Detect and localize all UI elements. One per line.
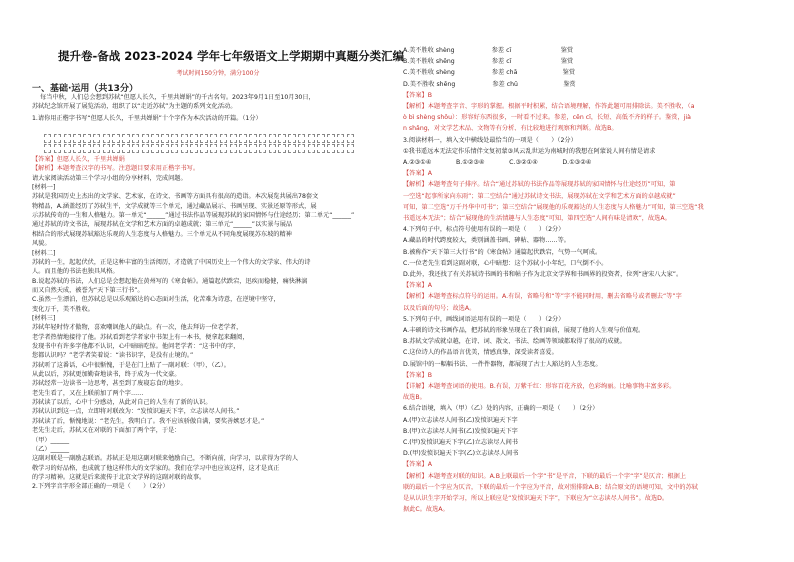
grid-cell <box>54 144 61 153</box>
left-line-20: [材料三] <box>32 314 56 322</box>
grid-cell <box>171 134 178 143</box>
grid-cell <box>239 134 246 143</box>
left-line-1: 苏轼纪念馆开展了展览活动，组织了以“走近苏轼”为主题的系列文化活动。 <box>32 103 237 110</box>
grid-cell <box>112 134 119 143</box>
right-line-38: 【解析】本题考查对联的知识。A.B上联最后一个字“书”是平音，下联的最后一个字“字”是仄音；根据上 <box>403 472 687 480</box>
grid-cell <box>259 134 266 143</box>
right-line-3: D.美不胜收 shēng 参差 chū 鉴赏 <box>403 80 576 88</box>
grid-cell <box>132 144 139 153</box>
grid-cell <box>317 134 324 143</box>
grid-cell <box>93 144 100 153</box>
left-line-2: 1.请你用正楷字书写“但愿人长久，千里共婵娟”十个字作为本次活动的开篇。（1分） <box>32 115 262 122</box>
grid-cell <box>337 134 344 143</box>
grid-cell <box>308 144 315 153</box>
right-line-24: 5.下列句子中，画线词语运用有误的一项是（ ）（2分） <box>403 315 565 323</box>
right-page <box>397 0 794 562</box>
left-line-29: 苏轼读了以后，心中十分感动，从此对自己的人生有了新的认识。 <box>32 399 212 407</box>
left-line-6: [材料一] <box>32 184 56 192</box>
grid-cell <box>210 144 217 153</box>
left-line-33: （甲）______ <box>32 436 70 444</box>
right-line-4: 【答案】B <box>403 91 432 99</box>
grid-cell <box>64 144 71 153</box>
right-line-17: A.藏品的时代跨度较大，类别涵盖书画、碑帖、器物……等。 <box>403 237 570 245</box>
grid-cell <box>142 134 149 143</box>
left-line-22: 老学者热情地接待了他。苏轼看到老学者家中书架上有一本书，便拿起来翻阅， <box>32 333 249 341</box>
right-line-19: C.一位老先生看到这副对联，心中暗想：这个苏轼小小年纪，口气倒不小。 <box>403 259 608 267</box>
grid-cell <box>122 134 129 143</box>
right-line-7: n shǎng，对文学艺术品、文物等有分析、有比较地进行观察和判断。故选B。 <box>403 125 618 133</box>
left-line-17: 而又自然天成，被誉为“天下第三行书”。 <box>32 286 144 294</box>
left-line-34: （乙）______ <box>32 445 70 453</box>
right-line-29: 【答案】B <box>403 371 432 379</box>
grid-cell <box>132 134 139 143</box>
left-line-10: 通过苏轼的诗文书法，展现苏轼在文学和艺术方面的卓越成就；第三单元“______”以实景与展品 <box>32 221 293 229</box>
right-line-27: C.这位诗人的作品语言优美，情感真挚，深受读者喜爱。 <box>403 349 558 357</box>
left-line-25: 苏轼听了这番话，心中很惭愧，于是在门上贴了一副对联：（甲），（乙）。 <box>32 361 230 369</box>
right-line-8: 3.阅读材料一，填入文中横线处最恰当的一项是（ ）（2分） <box>403 136 577 144</box>
left-line-0: 每当中秋，人们总会想到苏轼“但愿人长久，千里共婵娟”的千古名句。2023年9月1日至10月30日， <box>40 94 315 101</box>
grid-cell <box>220 144 227 153</box>
left-line-21: 苏轼年轻时恃才傲物，喜欢嘲讽他人的缺点。有一次，他去拜访一位老学者， <box>32 324 243 332</box>
grid-cell <box>288 134 295 143</box>
grid-cell <box>73 144 80 153</box>
right-line-2: C.美不胜收 shèng 参差 chā 鉴赏 <box>403 69 576 77</box>
right-line-21: 【答案】A <box>403 282 432 290</box>
grid-cell <box>259 144 266 153</box>
left-line-8: 物精品，A.涵盖经历了苏轼生平，文学成就等三个单元，通过藏品展示、书画呈现、实景还原等形式，展 <box>32 202 317 210</box>
grid-cell <box>151 134 158 143</box>
grid-cell <box>44 144 51 153</box>
grid-cell <box>239 144 246 153</box>
right-line-41: 据此C。故选A。 <box>403 506 449 514</box>
right-line-22: 【解析】本题考查标点符号的运用。A.有误，省略号和“等”字不能同时用，删去省略号或者删去“等”字 <box>403 293 682 301</box>
grid-cell <box>93 134 100 143</box>
right-line-0: A.美不胜收 shèng 参差 cī 鉴赏 <box>403 47 574 54</box>
right-line-28: D.展馆中的一幅幅书法、一件件器物，都展现了古士人豁达的人生态度。 <box>403 360 602 368</box>
left-line-3: 【答案】但愿人长久，千里共婵娟 <box>32 156 125 163</box>
grid-cell <box>298 144 305 153</box>
right-line-14: 可知，第二空选“万千丹华中可书”；第三空结合“展现他的乐观豁达的人生态度与人格魅力”可知，第三空选“我 <box>403 203 704 211</box>
right-line-39: 联的最后一个字应为仄音，下联的最后一个字应为平音，故对照排除A.B；结合原文的语境可知，文中的苏轼 <box>403 483 698 491</box>
left-line-9: 示苏轼传奇的一生和人格魅力。第一单元“______”通过书法作品等展现苏轼的家国情怀与仕途经历；第二单元“______” <box>32 212 355 220</box>
right-line-13: 一空选“起事所家向东雨”；第二空结合“通过苏轼诗文书法，展现苏轼在文学和艺术方面的卓越成就” <box>403 192 676 200</box>
right-line-30: 【详解】本题考查词语的使用。B.有误，万紫千红：形容百花齐放，色彩绚丽。比喻事物丰富多彩。 <box>403 383 676 390</box>
grid-cell <box>112 144 119 153</box>
grid-cell <box>103 134 110 143</box>
grid-cell <box>269 134 276 143</box>
left-line-4: 【解析】本题考查汉字的书写。注意题目要求用正楷字书写。 <box>32 165 200 173</box>
right-line-26: B.苏轼文学成就卓越，在诗、词、散文、书法、绘画等领域都取得了很高的成就。 <box>403 338 626 346</box>
grid-cell <box>200 134 207 143</box>
grid-cell <box>64 134 71 143</box>
left-line-14: 苏轼的一生，起起伏伏，正是这种丰富的生活阅历，才造就了中国历史上一个伟大的文学家、伟大的诗 <box>32 258 311 266</box>
left-line-15: 人。而且他的书法也独具风格。 <box>32 268 119 276</box>
section-heading: 一、基础·运用（共13分） <box>32 84 138 94</box>
left-line-37: 的学习精神。这就是后来流传于北京文学界的这副对联的故事。 <box>32 473 206 481</box>
left-line-23: 发现书中有许多字他都不认识，心中暗暗吃惊。他问老学者：“这书中的字， <box>32 343 240 350</box>
right-line-1: B.美不胜收 shēng 参差 cī 鉴赏 <box>403 58 574 66</box>
right-line-11: 【答案】A <box>403 170 432 178</box>
right-line-6: ò bì shèng shōu）：形容好东西很多，一时看不过来。参差，cēn cī，长短、高低不齐的样子。鉴赏，jià <box>403 114 691 122</box>
grid-cell <box>249 134 256 143</box>
left-line-31: 苏轼读了后，惭愧地说：“老先生，我明白了。我不应该骄傲自满，要奖善嫉恶才是。” <box>32 417 265 425</box>
left-line-18: C.虽然一生漂泊，但苏轼总是以乐观豁达的心态面对生活，化苦难为诗意，在逆境中坚守， <box>32 296 280 304</box>
grid-cell <box>161 144 168 153</box>
grid-cell <box>347 144 354 153</box>
grid-cell <box>181 144 188 153</box>
right-line-15: 书遥远本无法”；结合“展现他的生活情趣与人生态度”可知，第四空选“人间有味是清欢”，故选A。 <box>403 215 671 222</box>
grid-cell <box>151 144 158 153</box>
grid-cell <box>327 134 334 143</box>
right-line-23: 以及后面的句号；故选A。 <box>403 304 476 312</box>
left-line-30: 苏轼认识到这一点，立即将对联改为：“发愤识遍天下字，立志读尽人间书。” <box>32 408 240 416</box>
grid-cell <box>230 134 237 143</box>
left-line-16: B.说起苏轼的书法，人们总是会想起他在黄州写的《寒食帖》。通篇起伏跌宕，迅疾而稳健，痛快淋漓 <box>32 277 308 285</box>
grid-cell <box>83 134 90 143</box>
left-line-13: [材料二] <box>32 249 56 257</box>
right-line-32: 6.结合语境，填入（甲）（乙）处的内容，正确的一项是（ ）（2分） <box>403 405 599 413</box>
grid-cell <box>278 134 285 143</box>
grid-cell <box>142 144 149 153</box>
grid-cell <box>103 144 110 153</box>
right-line-20: D.此外，我还找了有关苏轼诗书画的书和帖子作为北京文学界和书画界的投资者，位列“唐宋八大家”。 <box>403 271 683 278</box>
grid-cell <box>122 144 129 153</box>
right-line-36: D.(甲)发愤识遍天下字(乙)立志读尽人间书 <box>403 450 519 458</box>
right-line-35: C.(甲)发愤识遍天下字(乙)立志读尽人间书 <box>403 439 518 446</box>
writing-grid <box>44 134 354 152</box>
left-line-27: 苏轼经常一边读书一边思考，甚至到了废寝忘食的地步。 <box>32 380 187 388</box>
right-line-12: 【解析】本题考查句子排序。结合“通过苏轼的书法作品等展现苏轼的家国情怀与仕途经历”可知，第 <box>403 181 676 189</box>
grid-cell <box>210 134 217 143</box>
left-line-26: 从此以后，苏轼更加勤奋地读书，终于成为一代文豪。 <box>32 371 181 379</box>
right-line-10: A.②③①④ B.①②③④ C.③②①④ D.①③②④ <box>403 159 592 166</box>
right-line-18: B.被称作“天下第三大行书”的《寒食帖》通篇起伏跌宕，气势一气呵成。 <box>403 248 602 256</box>
left-line-28: 老先生看了，又在上联前加了两个字…… <box>32 389 144 397</box>
document-subtitle: 考试时间150分钟，满分100分 <box>176 70 260 77</box>
right-line-37: 【答案】A <box>403 461 432 469</box>
grid-cell <box>278 144 285 153</box>
grid-cell <box>190 144 197 153</box>
left-line-7: 苏轼是我国历史上杰出的文学家、艺术家，在诗文、书画等方面具有很高的造诣。本次展览共展出78套文 <box>32 193 319 201</box>
grid-cell <box>327 144 334 153</box>
left-line-12: 风貌。 <box>32 240 51 248</box>
grid-cell <box>317 144 324 153</box>
left-line-11: 相结合的形式展现苏轼豁达乐观的人生态度与人格魅力。三个单元从不同角度展现苏东坡的精神 <box>32 230 292 238</box>
grid-cell <box>269 144 276 153</box>
grid-cell <box>73 134 80 143</box>
grid-cell <box>200 144 207 153</box>
left-line-35: 这副对联是一副励志联语。苏轼正是用这副对联来勉励自己，不断向前，向学习，以求得为学的人 <box>32 455 299 463</box>
right-line-33: A.(甲)立志读尽人间书(乙)发愤识遍天下字 <box>403 416 518 424</box>
left-line-36: 敬学习的好品格，也成就了他这样伟大的文学家的。我们在学习中也应该这样，这才是真正 <box>32 464 280 472</box>
left-line-38: 2.下列字音字形全部正确的一项是（ ）（2分） <box>32 483 169 491</box>
right-line-40: 是从认识生字开始学习，所以上联应是“发愤识遍天下字”，下联应为“立志读尽人间书”。故选D。 <box>403 495 669 502</box>
grid-cell <box>230 144 237 153</box>
grid-cell <box>288 144 295 153</box>
grid-cell <box>83 144 90 153</box>
left-line-19: 变化万千，美不胜收。 <box>32 305 94 313</box>
right-line-34: B.(甲)立志读尽人间书(乙)发愤识遍天下字 <box>403 427 518 435</box>
grid-cell <box>337 144 344 153</box>
left-line-5: 请大家阅读活动第三个学习小组的分享材料，完成问题。 <box>32 174 187 182</box>
grid-cell <box>44 134 51 143</box>
document-title: 提升卷-备战 2023-2024 学年七年级语文上学期期中真题分类汇编 <box>58 49 405 63</box>
grid-cell <box>190 134 197 143</box>
grid-cell <box>161 134 168 143</box>
right-line-25: A.丰硕的诗文书画作品，把苏轼的形象呈现在了我们面前，展现了他的人生观与价值观。 <box>403 327 645 334</box>
left-line-32: 老先生走后，苏轼又在对联的下面加了两个字，于是： <box>32 427 181 435</box>
grid-cell <box>298 134 305 143</box>
grid-cell <box>220 134 227 143</box>
left-line-24: 您都认识吗？”老学者笑着说：“读书识字，是没有止境的。” <box>32 352 194 360</box>
grid-cell <box>54 134 61 143</box>
grid-cell <box>249 144 256 153</box>
right-line-5: 【解析】本题考查字音、字形的掌握。根据平时积累，结合语境理解，作答此题可用排除法。美不胜收，（a <box>403 103 695 110</box>
grid-cell <box>171 144 178 153</box>
right-line-16: 4.下列句子中，标点符号使用有误的一项是（ ）（2分） <box>403 226 565 234</box>
grid-cell <box>347 134 354 143</box>
grid-cell <box>181 134 188 143</box>
grid-cell <box>308 134 315 143</box>
right-line-31: 故选B。 <box>403 394 426 402</box>
right-line-9: ①我书遥远本无法定作乐情伴文复初蒙③风云乱世运为南城时的我想在阿蒙说人间有情是请求 <box>403 147 656 155</box>
